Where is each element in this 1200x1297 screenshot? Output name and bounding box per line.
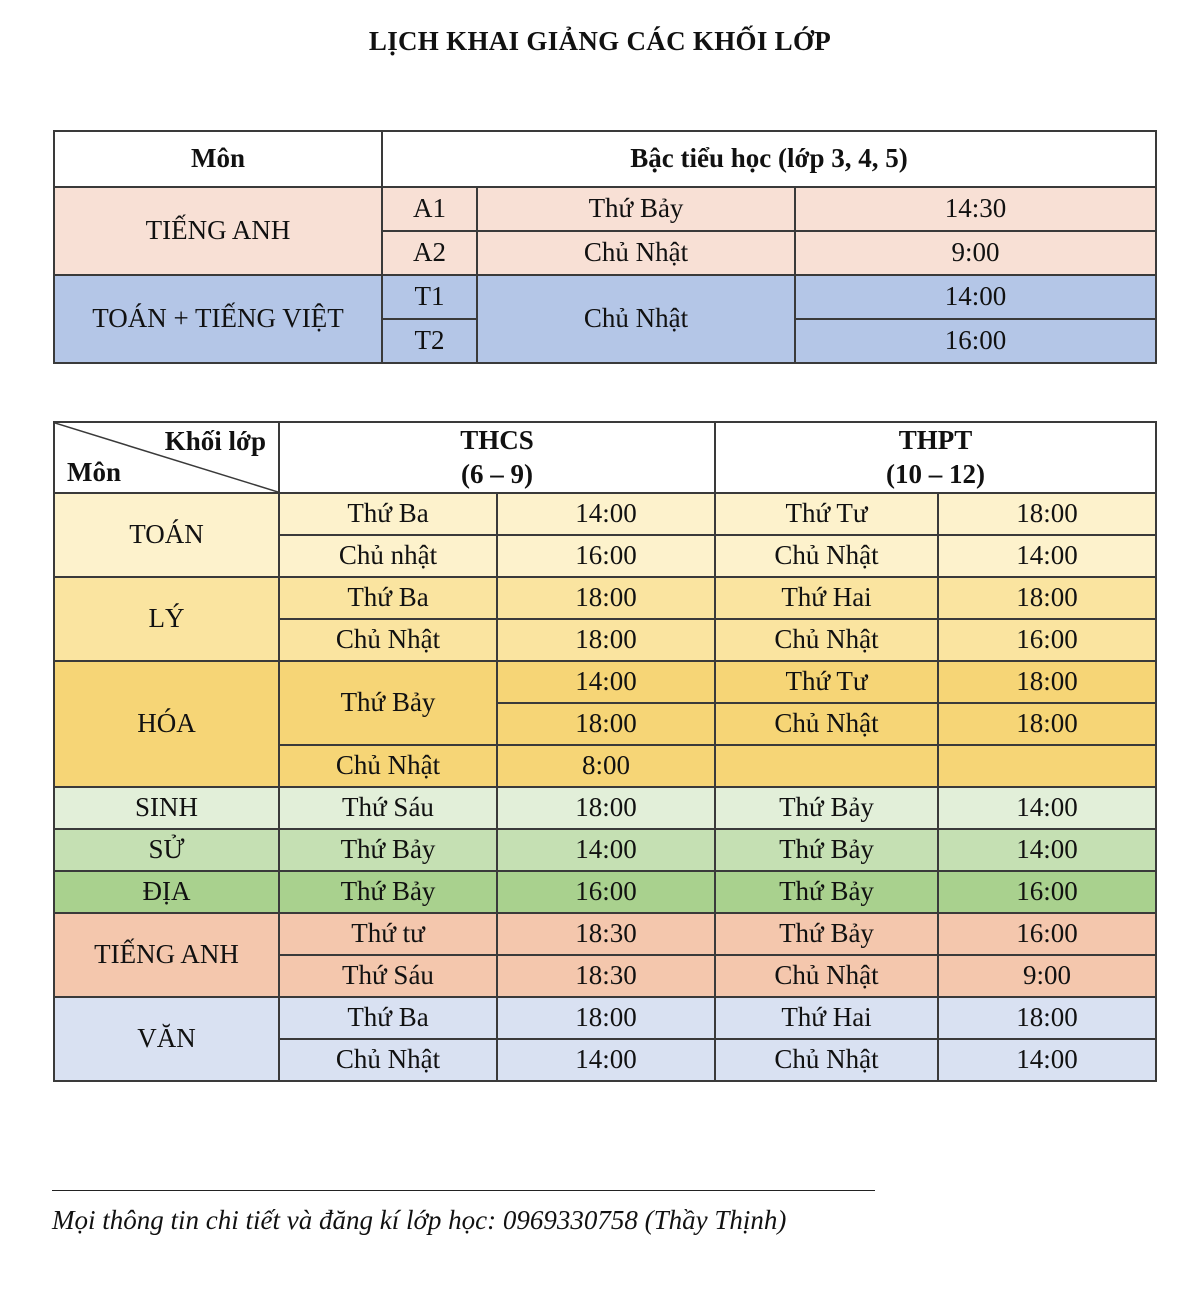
thcs-day-cell: Chủ Nhật bbox=[279, 745, 497, 787]
time-cell: 9:00 bbox=[795, 231, 1156, 275]
thpt-day-cell: Thứ Hai bbox=[715, 577, 938, 619]
day-cell: Chủ Nhật bbox=[477, 275, 795, 363]
thcs-time-cell: 18:00 bbox=[497, 577, 715, 619]
table-row bbox=[54, 997, 1156, 1039]
thpt-day-cell: Chủ Nhật bbox=[715, 619, 938, 661]
time-cell: 14:30 bbox=[795, 187, 1156, 231]
thpt-time-cell: 18:00 bbox=[938, 703, 1156, 745]
thpt-day-cell: Chủ Nhật bbox=[715, 703, 938, 745]
thpt-time-cell bbox=[938, 745, 1156, 787]
thpt-day-cell: Thứ Hai bbox=[715, 997, 938, 1039]
thpt-time-cell: 18:00 bbox=[938, 997, 1156, 1039]
thpt-day-cell: Thứ Tư bbox=[715, 661, 938, 703]
class-cell: T1 bbox=[382, 275, 477, 319]
thpt-time-cell: 14:00 bbox=[938, 829, 1156, 871]
thcs-time-cell: 14:00 bbox=[497, 661, 715, 703]
thcs-time-cell: 16:00 bbox=[497, 871, 715, 913]
thcs-time-cell: 16:00 bbox=[497, 535, 715, 577]
class-cell: A2 bbox=[382, 231, 477, 275]
header-subject: Môn bbox=[54, 131, 382, 187]
thpt-day-cell: Thứ Tư bbox=[715, 493, 938, 535]
page-title: LỊCH KHAI GIẢNG CÁC KHỐI LỚP bbox=[368, 26, 832, 56]
subject-cell: TIẾNG ANH bbox=[54, 913, 279, 997]
thcs-time-cell: 8:00 bbox=[497, 745, 715, 787]
thcs-day-cell: Thứ Bảy bbox=[279, 661, 497, 745]
thcs-time-cell: 14:00 bbox=[497, 829, 715, 871]
time-cell: 14:00 bbox=[795, 275, 1156, 319]
thcs-day-cell: Chủ Nhật bbox=[279, 1039, 497, 1081]
class-cell: T2 bbox=[382, 319, 477, 363]
thpt-day-cell: Chủ Nhật bbox=[715, 1039, 938, 1081]
subject-cell: TIẾNG ANH bbox=[54, 187, 382, 275]
day-cell: Thứ Bảy bbox=[477, 187, 795, 231]
time-cell: 16:00 bbox=[795, 319, 1156, 363]
table-row bbox=[54, 871, 1156, 913]
thcs-day-cell: Chủ nhật bbox=[279, 535, 497, 577]
thpt-time-cell: 14:00 bbox=[938, 535, 1156, 577]
thpt-day-cell: Thứ Bảy bbox=[715, 787, 938, 829]
thpt-time-cell: 16:00 bbox=[938, 913, 1156, 955]
footer-contact: Mọi thông tin chi tiết và đăng kí lớp học: 0969330758 (Thầy Thịnh) bbox=[52, 1205, 787, 1235]
thcs-time-cell: 18:00 bbox=[497, 997, 715, 1039]
thpt-day-cell: Thứ Bảy bbox=[715, 913, 938, 955]
subject-cell: SỬ bbox=[54, 829, 279, 871]
thpt-time-cell: 18:00 bbox=[938, 661, 1156, 703]
thcs-day-cell: Chủ Nhật bbox=[279, 619, 497, 661]
thpt-day-cell: Thứ Bảy bbox=[715, 829, 938, 871]
thpt-time-cell: 9:00 bbox=[938, 955, 1156, 997]
thpt-day-cell: Chủ Nhật bbox=[715, 955, 938, 997]
thpt-time-cell: 16:00 bbox=[938, 871, 1156, 913]
thcs-day-cell: Thứ Sáu bbox=[279, 955, 497, 997]
table-row bbox=[54, 661, 1156, 703]
thcs-range: (6 – 9) bbox=[461, 458, 533, 489]
thcs-day-cell: Thứ Ba bbox=[279, 997, 497, 1039]
table-row bbox=[54, 577, 1156, 619]
thcs-time-cell: 18:00 bbox=[497, 787, 715, 829]
thcs-time-cell: 14:00 bbox=[497, 493, 715, 535]
thpt-day-cell bbox=[715, 745, 938, 787]
table-row bbox=[54, 493, 1156, 535]
table-row bbox=[54, 913, 1156, 955]
table-row bbox=[54, 275, 1156, 319]
table-header-row bbox=[54, 422, 1156, 493]
thpt-day-cell: Thứ Bảy bbox=[715, 871, 938, 913]
header-thpt bbox=[715, 422, 1156, 493]
thcs-time-cell: 18:00 bbox=[497, 619, 715, 661]
thcs-time-cell: 14:00 bbox=[497, 1039, 715, 1081]
day-cell: Chủ Nhật bbox=[477, 231, 795, 275]
thpt-range: (10 – 12) bbox=[886, 458, 985, 489]
thcs-day-cell: Thứ Bảy bbox=[279, 829, 497, 871]
table-header-row bbox=[54, 131, 1156, 187]
thcs-day-cell: Thứ Ba bbox=[279, 577, 497, 619]
table-row bbox=[54, 787, 1156, 829]
thcs-time-cell: 18:00 bbox=[497, 703, 715, 745]
secondary-schedule-table bbox=[53, 421, 1157, 1082]
header-primary-level: Bậc tiểu học (lớp 3, 4, 5) bbox=[382, 131, 1156, 187]
diagonal-header-cell bbox=[54, 422, 279, 493]
primary-schedule-table bbox=[53, 130, 1157, 364]
thcs-time-cell: 18:30 bbox=[497, 913, 715, 955]
footer-divider bbox=[52, 1190, 875, 1191]
thcs-day-cell: Thứ Ba bbox=[279, 493, 497, 535]
subject-cell: TOÁN + TIẾNG VIỆT bbox=[54, 275, 382, 363]
thcs-day-cell: Thứ tư bbox=[279, 913, 497, 955]
subject-cell: VĂN bbox=[54, 997, 279, 1081]
thcs-label: THCS bbox=[460, 424, 534, 455]
thpt-time-cell: 14:00 bbox=[938, 787, 1156, 829]
subject-cell: TOÁN bbox=[54, 493, 279, 577]
thcs-day-cell: Thứ Sáu bbox=[279, 787, 497, 829]
thpt-time-cell: 14:00 bbox=[938, 1039, 1156, 1081]
thcs-day-cell: Thứ Bảy bbox=[279, 871, 497, 913]
class-cell: A1 bbox=[382, 187, 477, 231]
subject-cell: ĐỊA bbox=[54, 871, 279, 913]
thpt-time-cell: 18:00 bbox=[938, 577, 1156, 619]
thpt-time-cell: 16:00 bbox=[938, 619, 1156, 661]
table-row bbox=[54, 829, 1156, 871]
thcs-time-cell: 18:30 bbox=[497, 955, 715, 997]
subject-cell: HÓA bbox=[54, 661, 279, 787]
thpt-day-cell: Chủ Nhật bbox=[715, 535, 938, 577]
header-grade-label: Khối lớp bbox=[164, 426, 266, 456]
subject-cell: SINH bbox=[54, 787, 279, 829]
thpt-time-cell: 18:00 bbox=[938, 493, 1156, 535]
table-row bbox=[54, 187, 1156, 231]
header-thcs bbox=[279, 422, 715, 493]
thpt-label: THPT bbox=[898, 424, 973, 455]
header-subject-label: Môn bbox=[67, 457, 121, 488]
subject-cell: LÝ bbox=[54, 577, 279, 661]
